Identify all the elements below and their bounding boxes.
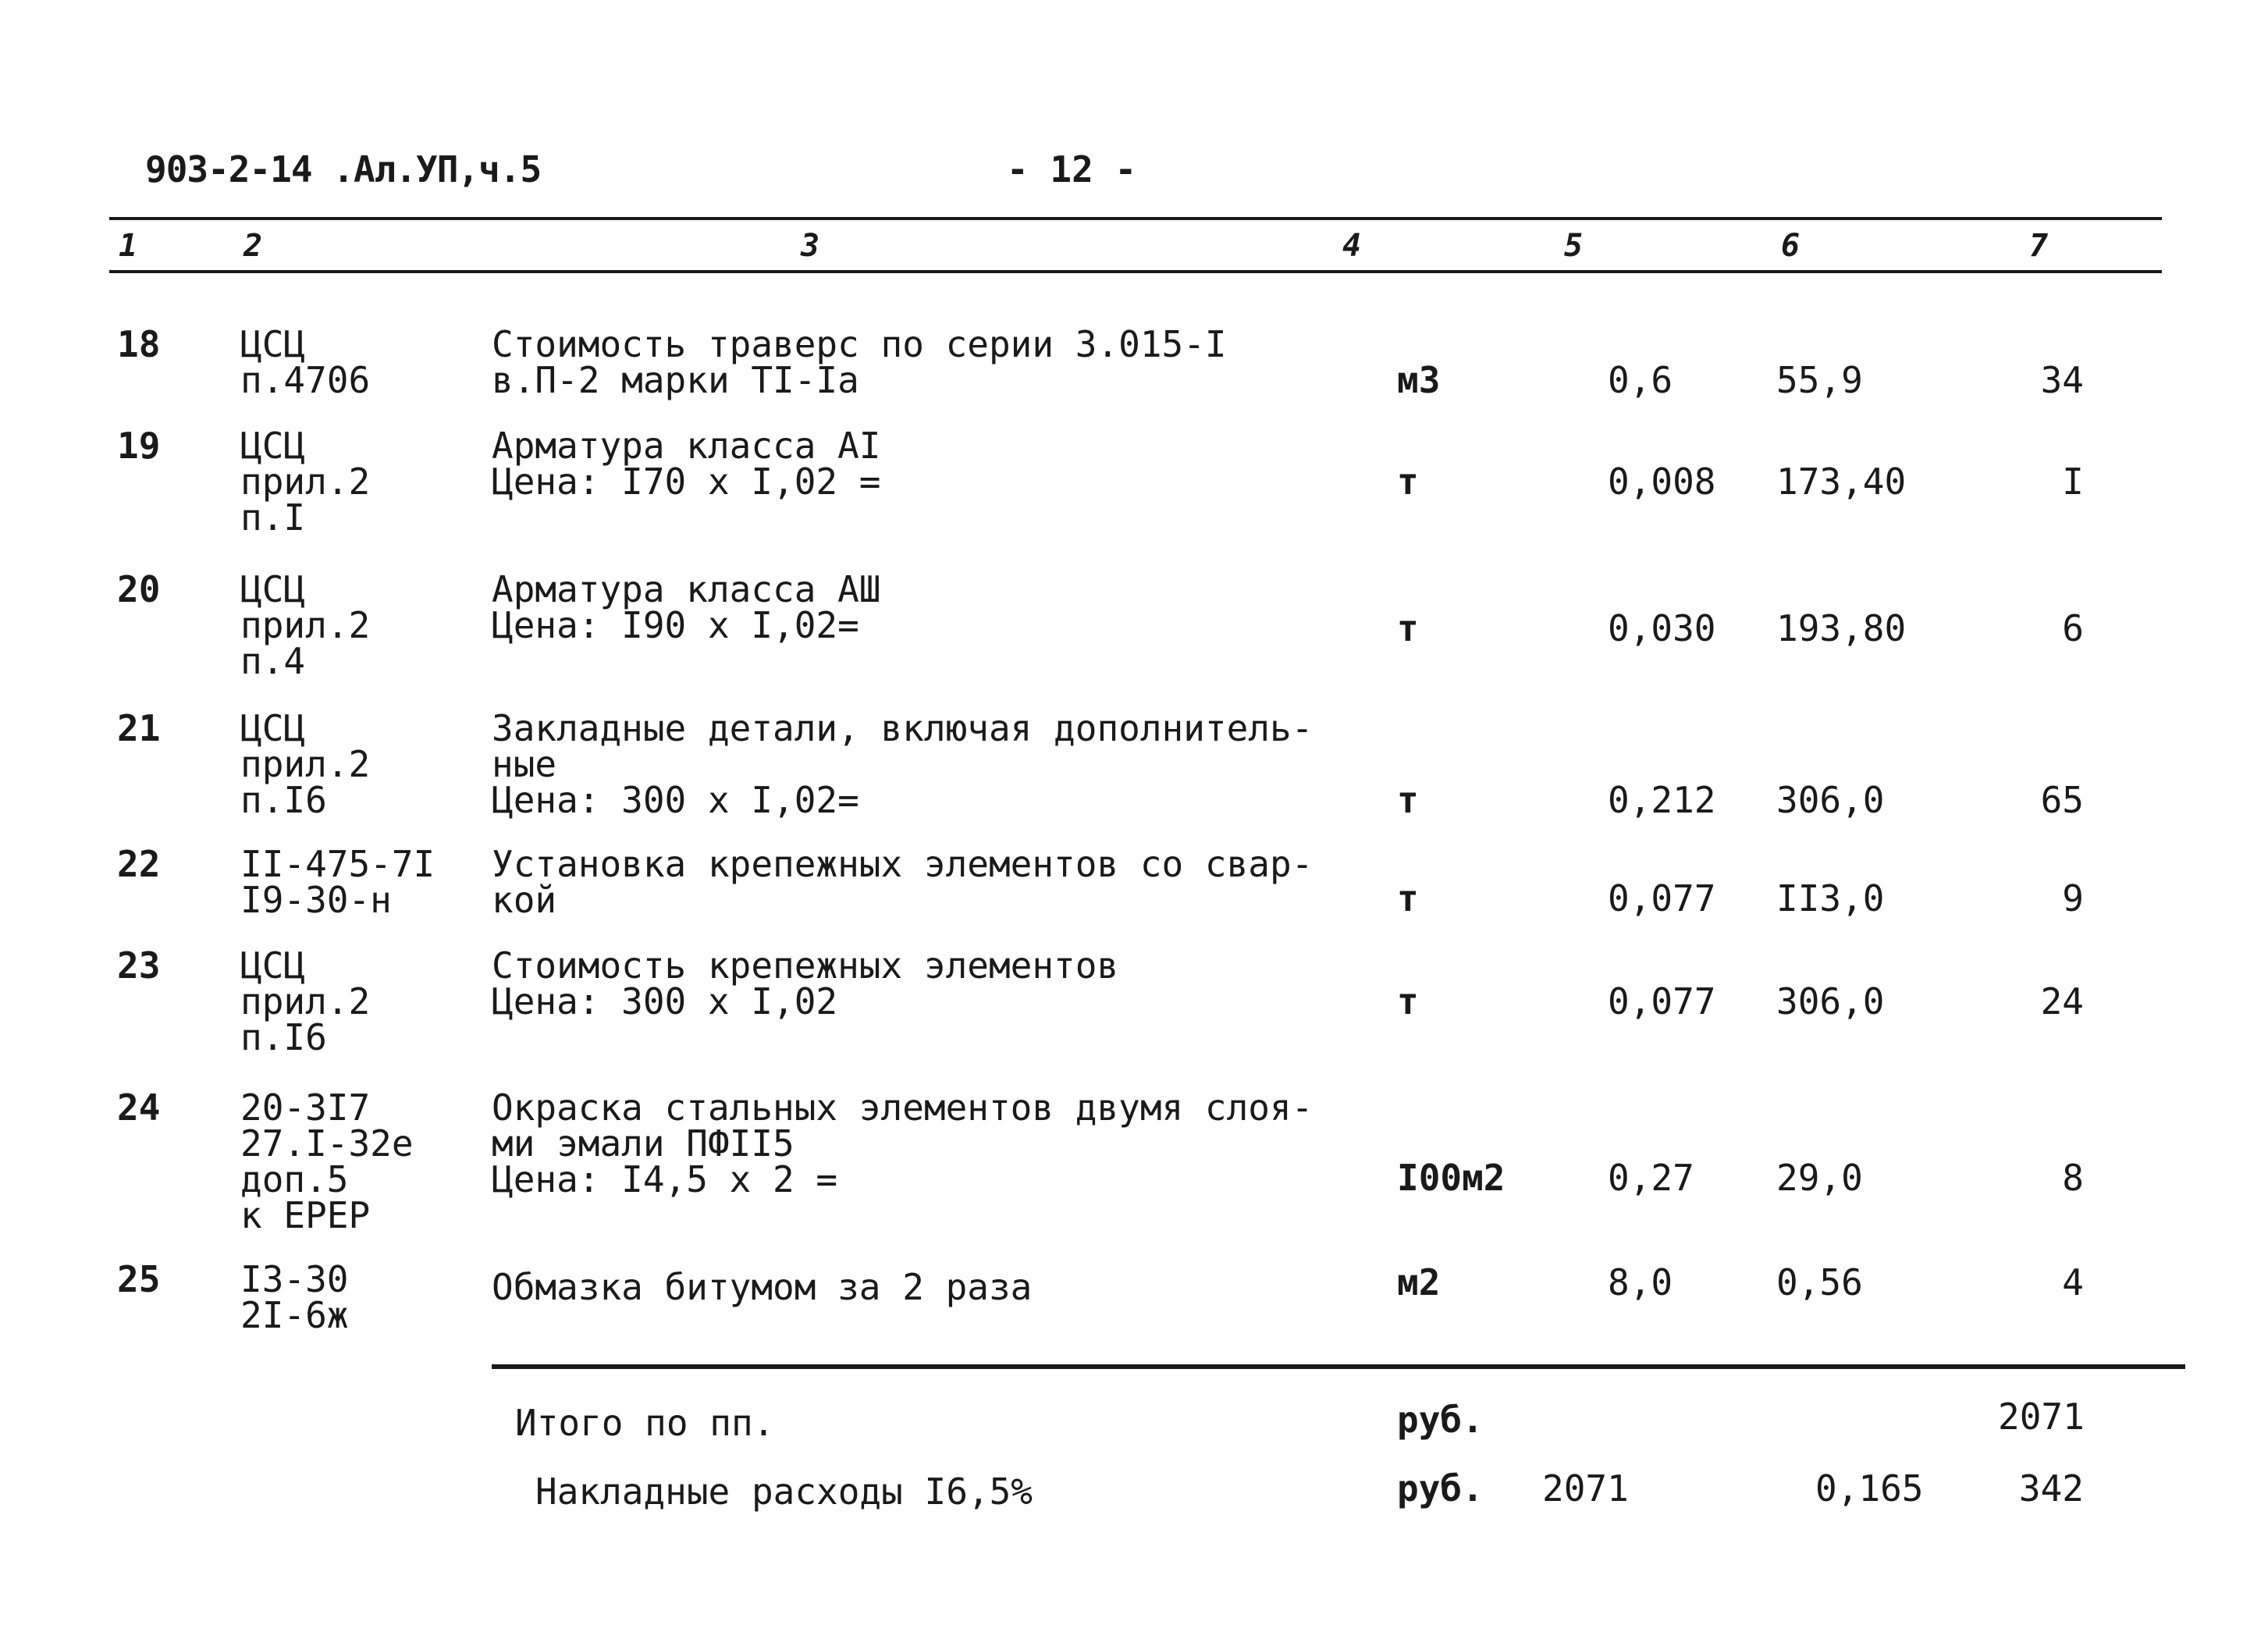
row-number: 21 (117, 707, 161, 749)
row-price: 173,40 (1776, 461, 1907, 503)
row-total: I (2062, 461, 2084, 503)
row-code: ЦСЦ прил.2 п.I6 (240, 707, 371, 821)
row-price: 55,9 (1776, 359, 1863, 401)
row-unit: м3 (1397, 359, 1441, 401)
subtotal-label: Итого по пп. (515, 1402, 775, 1444)
row-description: Арматура класса AШ Цена: I90 х I,02= (492, 568, 881, 646)
row-price: 306,0 (1776, 980, 1885, 1022)
row-code: ЦСЦ п.4706 (240, 323, 371, 401)
overhead-unit: руб. (1397, 1467, 1484, 1510)
row-unit: м2 (1397, 1261, 1441, 1303)
row-unit: т (1397, 877, 1419, 919)
overhead-label: Накладные расходы I6,5% (535, 1470, 1033, 1513)
row-number: 23 (117, 944, 161, 987)
column-number-6: 6 (1781, 228, 1801, 264)
row-code: I3-30 2I-6ж (240, 1258, 349, 1336)
row-description: Закладные детали, включая дополнитель- ные Цена: 300 х I,02= (492, 707, 1314, 821)
row-price: 306,0 (1776, 779, 1885, 821)
row-number: 18 (117, 323, 161, 365)
row-total: 4 (2062, 1261, 2084, 1303)
row-code: ЦСЦ прил.2 п.4 (240, 568, 371, 682)
subtotal-value: 2071 (1998, 1396, 2085, 1438)
row-description: Стоимость крепежных элементов Цена: 300 х I,02 (492, 944, 1119, 1022)
row-unit: т (1397, 980, 1419, 1022)
row-number: 25 (117, 1258, 161, 1300)
row-number: 19 (117, 425, 161, 467)
row-description: Окраска стальных элементов двумя слоя- ми эмали ПФII5 Цена: I4,5 х 2 = (492, 1086, 1314, 1200)
row-code: 20-3I7 27.I-32e доп.5 к ЕРЕР (240, 1086, 414, 1236)
page-number: - 12 - (1007, 148, 1137, 190)
row-price: 29,0 (1776, 1157, 1863, 1199)
column-number-1: 1 (119, 228, 138, 264)
row-price: II3,0 (1776, 877, 1885, 919)
column-number-4: 4 (1342, 228, 1362, 264)
overhead-base: 2071 (1542, 1467, 1629, 1510)
row-number: 24 (117, 1086, 161, 1129)
row-description: Установка крепежных элементов со свар- кой (492, 843, 1314, 921)
column-number-3: 3 (801, 228, 820, 264)
row-quantity: 0,008 (1608, 461, 1716, 503)
row-price: 0,56 (1776, 1261, 1863, 1303)
row-unit: т (1397, 607, 1419, 649)
row-description: Стоимость траверс по серии 3.015-I в.П-2 марки TI-Ia (492, 323, 1227, 401)
overhead-rate: 0,165 (1815, 1467, 1924, 1510)
column-number-5: 5 (1564, 228, 1584, 264)
row-total: 24 (2040, 980, 2084, 1022)
row-quantity: 0,077 (1608, 877, 1716, 919)
row-description: Обмазка битумом за 2 раза (492, 1266, 1033, 1308)
row-total: 65 (2040, 779, 2084, 821)
row-quantity: 0,077 (1608, 980, 1716, 1022)
overhead-value: 342 (2018, 1467, 2084, 1510)
row-total: 9 (2062, 877, 2084, 919)
row-price: 193,80 (1776, 607, 1907, 649)
column-number-2: 2 (244, 228, 263, 264)
row-quantity: 0,6 (1608, 359, 1673, 401)
row-quantity: 0,212 (1608, 779, 1716, 821)
totals-rule (492, 1364, 2185, 1369)
row-unit: т (1397, 461, 1419, 503)
row-code: ЦСЦ прил.2 п.I6 (240, 944, 371, 1058)
row-number: 22 (117, 843, 161, 885)
column-number-7: 7 (2029, 228, 2049, 264)
subtotal-unit: руб. (1397, 1399, 1484, 1441)
row-quantity: 0,030 (1608, 607, 1716, 649)
row-total: 34 (2040, 359, 2084, 401)
row-unit: I00м2 (1397, 1157, 1505, 1199)
row-total: 8 (2062, 1157, 2084, 1199)
row-unit: т (1397, 779, 1419, 821)
row-quantity: 8,0 (1608, 1261, 1673, 1303)
header-rule-bottom (109, 270, 2162, 273)
row-total: 6 (2062, 607, 2084, 649)
header-rule-top (109, 217, 2162, 220)
row-description: Арматура класса AI Цена: I70 х I,02 = (492, 425, 881, 503)
row-code: II-475-7I I9-30-н (240, 843, 435, 921)
row-number: 20 (117, 568, 161, 610)
row-quantity: 0,27 (1608, 1157, 1694, 1199)
document-code: 903-2-14 .Ал.УП,ч.5 (145, 148, 542, 190)
row-code: ЦСЦ прил.2 п.I (240, 425, 371, 539)
